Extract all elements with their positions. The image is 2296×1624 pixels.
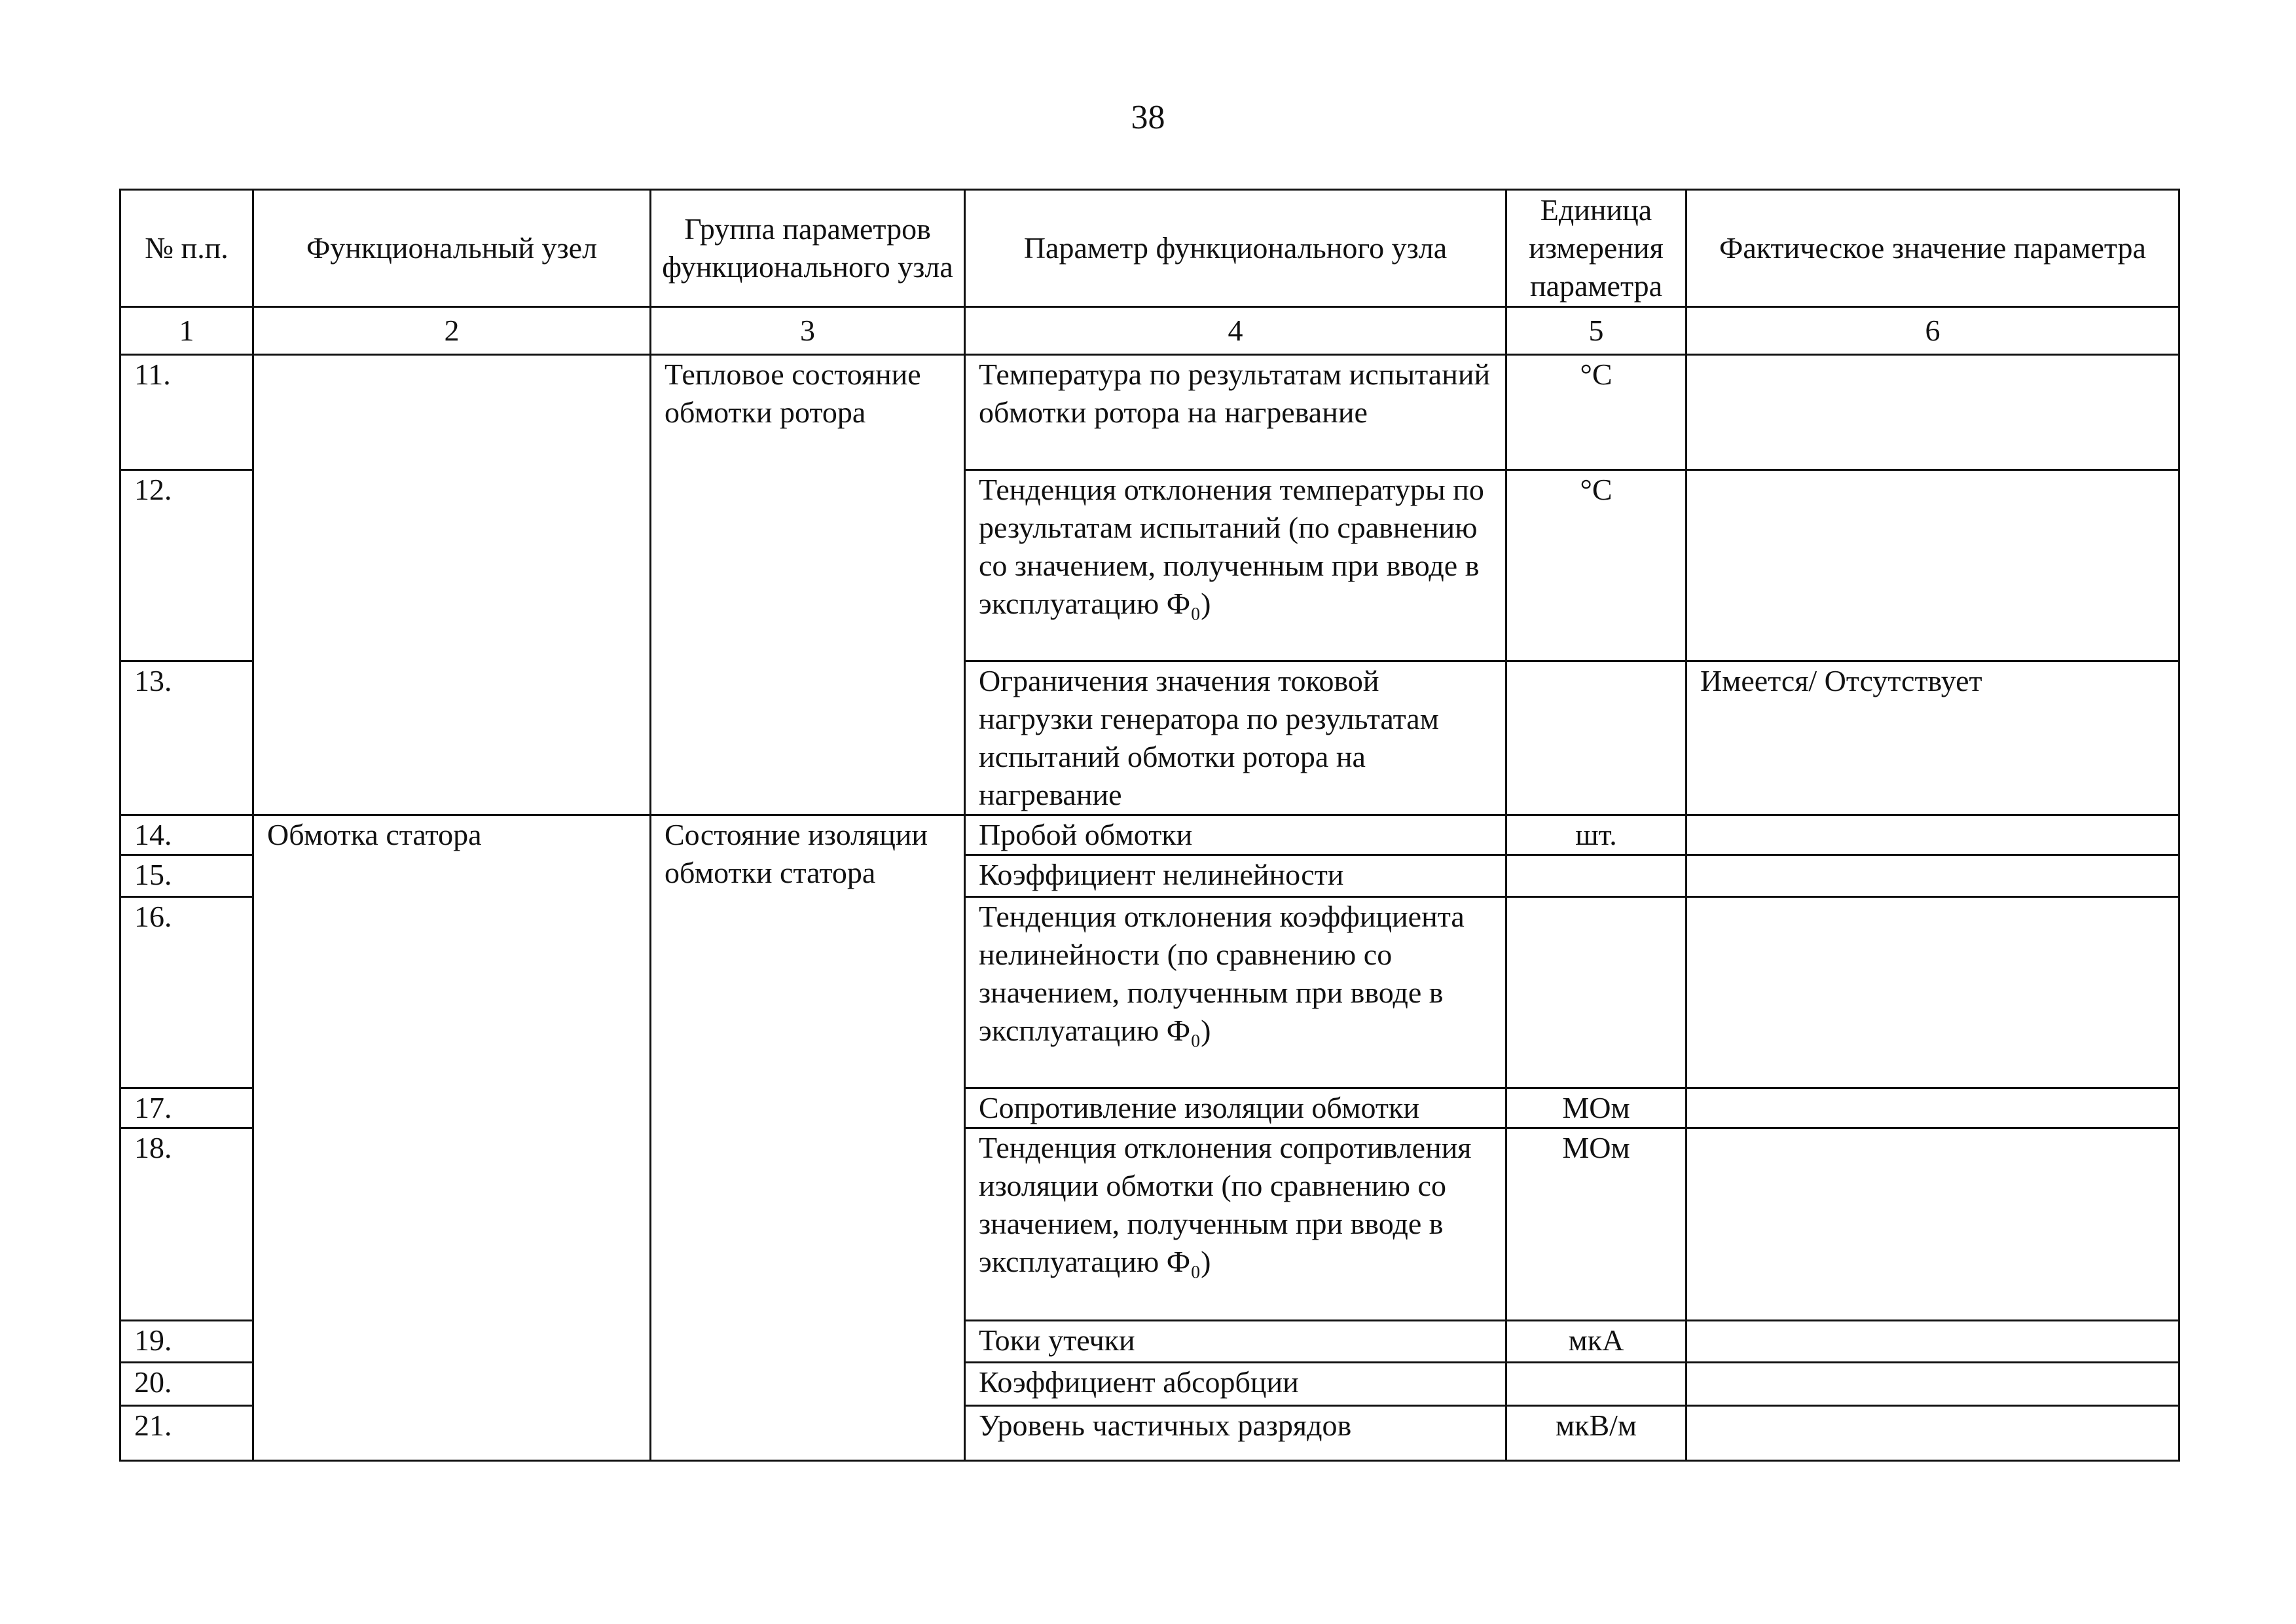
parameter-cell: Пробой обмотки xyxy=(965,815,1506,855)
parameter-group-cell: Состояние изоляции обмотки статора xyxy=(651,815,965,1461)
value-cell: Имеется/ Отсутствует xyxy=(1686,661,2179,815)
row-number: 15. xyxy=(120,855,253,897)
header-number: № п.п. xyxy=(120,190,253,307)
value-cell xyxy=(1686,1128,2179,1321)
unit-cell: МОм xyxy=(1506,1088,1686,1128)
functional-node-cell: Обмотка статора xyxy=(253,815,651,1461)
parameter-cell: Токи утечки xyxy=(965,1321,1506,1363)
unit-cell xyxy=(1506,1363,1686,1406)
header-actual-value: Фактическое значение параметра xyxy=(1686,190,2179,307)
row-number: 18. xyxy=(120,1128,253,1321)
parameter-cell: Коэффициент нелинейности xyxy=(965,855,1506,897)
unit-cell: °С xyxy=(1506,355,1686,470)
header-parameter-group: Группа параметров функционального узла xyxy=(651,190,965,307)
table-header-row xyxy=(120,190,2179,307)
unit-cell: мкВ/м xyxy=(1506,1406,1686,1461)
parameter-cell: Тенденция отклонения сопротивления изоляции обмотки (по сравнению со значением, полученным при вводе в эксплуатацию Ф₀) xyxy=(965,1128,1506,1321)
unit-cell: мкА xyxy=(1506,1321,1686,1363)
value-cell xyxy=(1686,815,2179,855)
row-number: 21. xyxy=(120,1406,253,1461)
row-number: 16. xyxy=(120,897,253,1088)
row-number: 19. xyxy=(120,1321,253,1363)
value-cell xyxy=(1686,1321,2179,1363)
row-number: 20. xyxy=(120,1363,253,1406)
unit-cell xyxy=(1506,661,1686,815)
parameter-cell: Ограничения значения токовой нагрузки генератора по результатам испытаний обмотки ротора на нагревание xyxy=(965,661,1506,815)
unit-cell: °С xyxy=(1506,470,1686,661)
unit-cell: МОм xyxy=(1506,1128,1686,1321)
row-number: 14. xyxy=(120,815,253,855)
parameter-cell: Температура по результатам испытаний обмотки ротора на нагревание xyxy=(965,355,1506,470)
row-number: 17. xyxy=(120,1088,253,1128)
unit-cell xyxy=(1506,897,1686,1088)
header-unit: Единица измерения параметра xyxy=(1506,190,1686,307)
column-number: 4 xyxy=(965,307,1506,355)
functional-node-cell xyxy=(253,355,651,815)
unit-cell: шт. xyxy=(1506,815,1686,855)
unit-cell xyxy=(1506,855,1686,897)
value-cell xyxy=(1686,1088,2179,1128)
parameters-table xyxy=(119,189,2180,1462)
table-row xyxy=(120,815,2179,855)
table-row xyxy=(120,355,2179,470)
value-cell xyxy=(1686,470,2179,661)
column-number: 3 xyxy=(651,307,965,355)
column-number: 5 xyxy=(1506,307,1686,355)
row-number: 12. xyxy=(120,470,253,661)
value-cell xyxy=(1686,1406,2179,1461)
value-cell xyxy=(1686,355,2179,470)
value-cell xyxy=(1686,897,2179,1088)
header-parameter: Параметр функционального узла xyxy=(965,190,1506,307)
page-number: 38 xyxy=(1131,99,1165,136)
column-number: 6 xyxy=(1686,307,2179,355)
parameter-cell: Сопротивление изоляции обмотки xyxy=(965,1088,1506,1128)
parameter-cell: Тенденция отклонения температуры по результатам испытаний (по сравнению со значением, полученным при вводе в эксплуатацию Ф₀) xyxy=(965,470,1506,661)
parameter-cell: Тенденция отклонения коэффициента нелинейности (по сравнению со значением, полученным при вводе в эксплуатацию Ф₀) xyxy=(965,897,1506,1088)
value-cell xyxy=(1686,1363,2179,1406)
row-number: 11. xyxy=(120,355,253,470)
parameter-cell: Уровень частичных разрядов xyxy=(965,1406,1506,1461)
column-number: 1 xyxy=(120,307,253,355)
column-number: 2 xyxy=(253,307,651,355)
column-number-row xyxy=(120,307,2179,355)
value-cell xyxy=(1686,855,2179,897)
header-functional-node: Функциональный узел xyxy=(253,190,651,307)
row-number: 13. xyxy=(120,661,253,815)
parameter-group-cell: Тепловое состояние обмотки ротора xyxy=(651,355,965,815)
parameter-cell: Коэффициент абсорбции xyxy=(965,1363,1506,1406)
